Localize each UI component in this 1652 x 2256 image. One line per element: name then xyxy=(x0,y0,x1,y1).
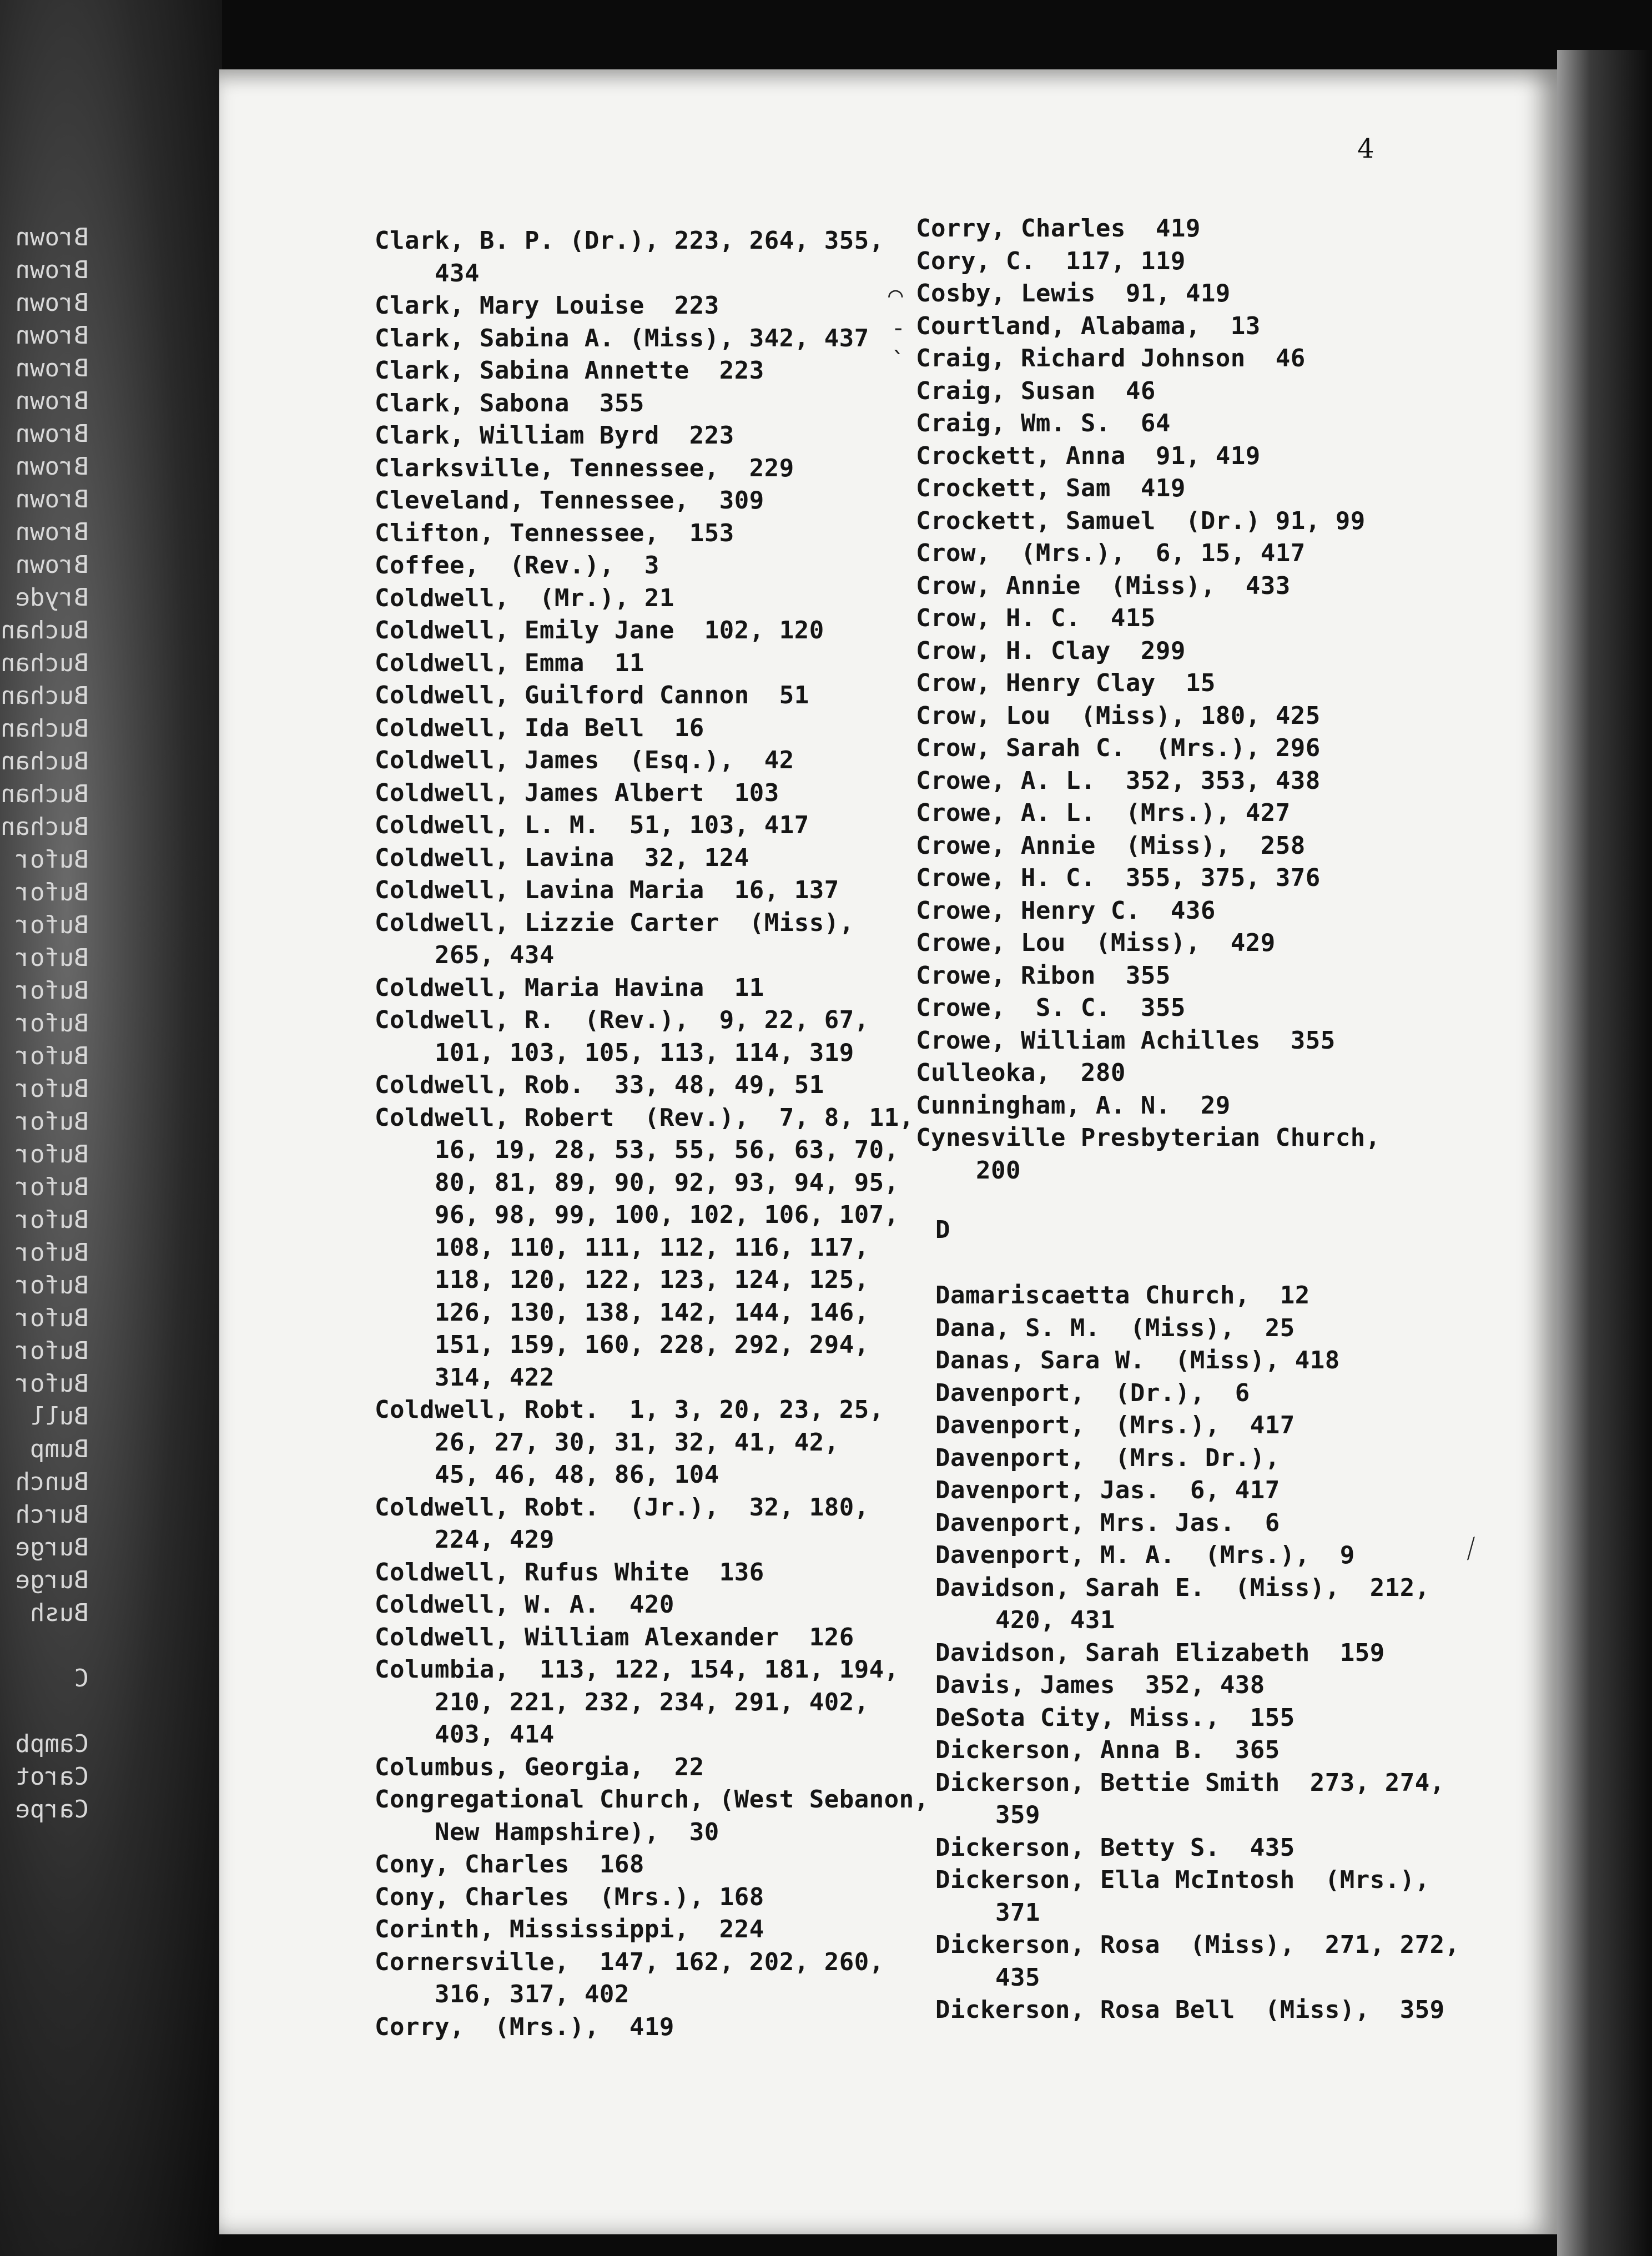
index-entry: Crowe, H. C. 355, 375, 376 xyxy=(916,864,1321,892)
page-number: 4 xyxy=(1357,133,1374,164)
adjacent-page-fragment: Bufor xyxy=(15,1206,89,1234)
index-entry: DeSota City, Miss., 155 xyxy=(935,1703,1295,1732)
adjacent-page-fragment: Bufor xyxy=(15,976,89,1005)
right-index-column xyxy=(916,213,1515,1187)
index-entry: Coldwell, Ida Bell 16 xyxy=(375,713,704,742)
adjacent-page-fragment: Carpe xyxy=(15,1795,89,1824)
margin-mark: ⌒ xyxy=(888,280,903,309)
margin-mark: ⟋ xyxy=(1457,1532,1485,1566)
index-entry: Clark, Sabina Annette 223 xyxy=(375,356,764,385)
right-index-column-d xyxy=(935,1280,1535,2027)
adjacent-page-fragment: Carot xyxy=(15,1762,89,1791)
index-entry: Davenport, (Mrs.), 417 xyxy=(935,1411,1295,1439)
adjacent-page-fragment: Bryde xyxy=(15,583,89,612)
index-entry: Crockett, Anna 91, 419 xyxy=(916,441,1261,470)
index-entry: Culleoka, 280 xyxy=(916,1059,1126,1087)
adjacent-page-fragment: Brown xyxy=(15,485,89,513)
page-edge-shadow xyxy=(1557,50,1652,2256)
index-entry: Coldwell, Rufus White 136 xyxy=(375,1558,764,1587)
index-entry: Coldwell, W. A. 420 xyxy=(375,1590,674,1619)
index-entry: 45, 46, 48, 86, 104 xyxy=(375,1461,719,1489)
index-entry: 224, 429 xyxy=(375,1525,555,1554)
index-entry: Crow, H. C. 415 xyxy=(916,604,1156,632)
index-entry: Corinth, Mississippi, 224 xyxy=(375,1915,764,1943)
index-entry: 126, 130, 138, 142, 144, 146, xyxy=(375,1298,869,1327)
adjacent-page-fragment: Brown xyxy=(15,223,89,251)
index-entry: Coldwell, Lavina Maria 16, 137 xyxy=(375,876,839,904)
index-entry: Coldwell, Lizzie Carter (Miss), xyxy=(375,908,854,937)
index-entry: 420, 431 xyxy=(935,1606,1115,1634)
index-entry: 26, 27, 30, 31, 32, 41, 42, xyxy=(375,1428,839,1457)
index-entry: 16, 19, 28, 53, 55, 56, 63, 70, xyxy=(375,1136,899,1164)
adjacent-page-fragment: Brown xyxy=(15,387,89,415)
index-entry: Cunningham, A. N. 29 xyxy=(916,1091,1231,1120)
index-entry: Crowe, William Achilles 355 xyxy=(916,1026,1336,1055)
index-entry: Davidson, Sarah E. (Miss), 212, xyxy=(935,1573,1430,1602)
adjacent-page-fragment: Bufor xyxy=(15,911,89,939)
index-entry: Davenport, (Dr.), 6 xyxy=(935,1378,1250,1407)
adjacent-page-fragment: Brown xyxy=(15,420,89,448)
adjacent-page-fragment: Bull xyxy=(30,1402,89,1431)
adjacent-page-fragment: Buchan xyxy=(1,649,89,677)
index-entry: Coldwell, Lavina 32, 124 xyxy=(375,843,749,872)
index-entry: Coldwell, Maria Havina 11 xyxy=(375,973,764,1002)
index-entry: Coldwell, R. (Rev.), 9, 22, 67, xyxy=(375,1006,869,1034)
index-entry: Clark, William Byrd 223 xyxy=(375,421,734,450)
adjacent-page-fragment: Burge xyxy=(15,1566,89,1594)
index-entry: Cory, C. 117, 119 xyxy=(916,246,1186,275)
adjacent-page-fragment: Buchan xyxy=(1,616,89,644)
index-entry: Coldwell, Robt. 1, 3, 20, 23, 25, xyxy=(375,1396,884,1424)
index-entry: Columbus, Georgia, 22 xyxy=(375,1753,704,1781)
adjacent-page-fragment: Bump xyxy=(30,1435,89,1463)
index-entry: 314, 422 xyxy=(375,1363,555,1392)
index-entry: Davis, James 352, 438 xyxy=(935,1671,1265,1699)
index-entry: Clarksville, Tennessee, 229 xyxy=(375,454,794,482)
index-entry: Coldwell, L. M. 51, 103, 417 xyxy=(375,811,809,839)
index-entry: Crowe, Annie (Miss), 258 xyxy=(916,831,1306,860)
adjacent-page-fragment: Bufor xyxy=(15,1337,89,1365)
index-entry: Cynesville Presbyterian Church, xyxy=(916,1124,1381,1152)
index-entry: Coldwell, Rob. 33, 48, 49, 51 xyxy=(375,1071,824,1099)
adjacent-page-fragment: Bufor xyxy=(15,878,89,907)
adjacent-page-fragment: Brown xyxy=(15,321,89,350)
adjacent-page-fragment: Bunch xyxy=(15,1468,89,1496)
index-entry: Crowe, Lou (Miss), 429 xyxy=(916,929,1276,957)
adjacent-page-fragment: Bufor xyxy=(15,1107,89,1136)
index-entry: Coldwell, James (Esq.), 42 xyxy=(375,746,794,774)
adjacent-page-fragment: Bufor xyxy=(15,1304,89,1332)
index-entry: 151, 159, 160, 228, 292, 294, xyxy=(375,1331,869,1359)
index-entry: Crowe, A. L. (Mrs.), 427 xyxy=(916,799,1291,827)
index-entry: 435 xyxy=(935,1963,1040,1992)
index-entry: 210, 221, 232, 234, 291, 402, xyxy=(375,1688,869,1716)
index-entry: Crow, H. Clay 299 xyxy=(916,636,1186,665)
index-entry: Clifton, Tennessee, 153 xyxy=(375,518,734,547)
index-entry: Crow, Annie (Miss), 433 xyxy=(916,571,1291,600)
index-entry: Clark, Sabona 355 xyxy=(375,389,644,417)
index-entry: Crockett, Sam 419 xyxy=(916,474,1186,502)
index-entry: Coldwell, Robt. (Jr.), 32, 180, xyxy=(375,1493,869,1522)
adjacent-page-fragment: Bufor xyxy=(15,1369,89,1398)
index-entry: Craig, Richard Johnson 46 xyxy=(916,344,1306,372)
index-entry: Cleveland, Tennessee, 309 xyxy=(375,486,764,515)
index-entry: Cony, Charles 168 xyxy=(375,1850,644,1879)
index-entry: Coffee, (Rev.), 3 xyxy=(375,551,659,580)
index-entry: Crow, (Mrs.), 6, 15, 417 xyxy=(916,539,1306,567)
index-entry: Coldwell, Guilford Cannon 51 xyxy=(375,681,809,709)
adjacent-page-fragment: Buchan xyxy=(1,747,89,776)
index-entry: Danas, Sara W. (Miss), 418 xyxy=(935,1346,1340,1374)
adjacent-page-fragment: Bufor xyxy=(15,1075,89,1103)
adjacent-page-fragment: Bufor xyxy=(15,845,89,874)
index-entry: 359 xyxy=(935,1801,1040,1829)
adjacent-page-fragment: Burge xyxy=(15,1533,89,1562)
adjacent-page-fragment: Buchan xyxy=(1,682,89,710)
index-entry: Dickerson, Rosa Bell (Miss), 359 xyxy=(935,1996,1445,2024)
adjacent-page-fragment: Brown xyxy=(15,354,89,382)
adjacent-page-fragment: Bush xyxy=(30,1599,89,1627)
index-entry: Crow, Lou (Miss), 180, 425 xyxy=(916,701,1321,730)
adjacent-page-fragment: Brown xyxy=(15,289,89,317)
index-entry: 200 xyxy=(916,1156,1021,1185)
index-entry: Corry, Charles 419 xyxy=(916,214,1201,243)
index-entry: 101, 103, 105, 113, 114, 319 xyxy=(375,1038,854,1067)
index-entry: Corry, (Mrs.), 419 xyxy=(375,2012,674,2041)
adjacent-page-fragment: Buchan xyxy=(1,714,89,743)
index-entry: Dickerson, Ella McIntosh (Mrs.), xyxy=(935,1866,1430,1894)
index-entry: Davenport, Mrs. Jas. 6 xyxy=(935,1508,1280,1537)
index-entry: Columbia, 113, 122, 154, 181, 194, xyxy=(375,1655,899,1684)
index-entry: Dickerson, Rosa (Miss), 271, 272, xyxy=(935,1931,1460,1959)
adjacent-page-fragment: Bufor xyxy=(15,1173,89,1201)
index-entry: Crowe, Ribon 355 xyxy=(916,961,1171,990)
index-entry: 316, 317, 402 xyxy=(375,1980,629,2008)
index-entry: 80, 81, 89, 90, 92, 93, 94, 95, xyxy=(375,1168,899,1197)
index-page xyxy=(219,69,1557,2234)
index-entry: Crow, Sarah C. (Mrs.), 296 xyxy=(916,734,1321,762)
index-entry: Coldwell, James Albert 103 xyxy=(375,778,779,807)
adjacent-page-fragment: Bufor xyxy=(15,944,89,972)
index-entry: 371 xyxy=(935,1898,1040,1927)
adjacent-page-fragment: Bufor xyxy=(15,1238,89,1267)
index-entry: 108, 110, 111, 112, 116, 117, xyxy=(375,1233,869,1262)
adjacent-page-fragment: Bufor xyxy=(15,1042,89,1070)
index-entry: Coldwell, Emily Jane 102, 120 xyxy=(375,616,824,644)
adjacent-page-fragment: C xyxy=(74,1664,89,1693)
index-entry: Cony, Charles (Mrs.), 168 xyxy=(375,1882,764,1911)
section-letter-heading: D xyxy=(935,1216,950,1244)
index-entry: Crow, Henry Clay 15 xyxy=(916,669,1216,697)
margin-mark: - xyxy=(891,314,906,342)
index-entry: Courtland, Alabama, 13 xyxy=(916,311,1261,340)
index-entry: Dana, S. M. (Miss), 25 xyxy=(935,1313,1295,1342)
index-entry: Dickerson, Betty S. 435 xyxy=(935,1833,1295,1862)
index-entry: Coldwell, (Mr.), 21 xyxy=(375,583,674,612)
index-entry: 434 xyxy=(375,259,480,288)
index-entry: Davidson, Sarah Elizabeth 159 xyxy=(935,1638,1385,1667)
adjacent-page-fragment: Brown xyxy=(15,518,89,546)
index-entry: Craig, Susan 46 xyxy=(916,376,1156,405)
adjacent-page-fragment: Bufor xyxy=(15,1271,89,1300)
index-entry: Cornersville, 147, 162, 202, 260, xyxy=(375,1947,884,1976)
index-entry: 403, 414 xyxy=(375,1720,555,1749)
index-entry: Clark, Sabina A. (Miss), 342, 437 xyxy=(375,324,869,352)
index-entry: Coldwell, Emma 11 xyxy=(375,648,644,677)
index-entry: Dickerson, Anna B. 365 xyxy=(935,1736,1280,1764)
index-entry: Congregational Church, (West Sebanon, xyxy=(375,1785,929,1814)
index-entry: Coldwell, Robert (Rev.), 7, 8, 11, xyxy=(375,1103,914,1132)
adjacent-page-fragment: Bufor xyxy=(15,1140,89,1169)
adjacent-page-fragment: Brown xyxy=(15,256,89,284)
adjacent-page-fragment: Buchan xyxy=(1,813,89,841)
index-entry: Crockett, Samuel (Dr.) 91, 99 xyxy=(916,506,1366,535)
adjacent-page-fragment: Brown xyxy=(15,452,89,481)
index-entry: Dickerson, Bettie Smith 273, 274, xyxy=(935,1768,1445,1797)
index-entry: 96, 98, 99, 100, 102, 106, 107, xyxy=(375,1201,899,1229)
index-entry: Davenport, Jas. 6, 417 xyxy=(935,1476,1280,1504)
index-entry: Crowe, S. C. 355 xyxy=(916,994,1186,1022)
index-entry: Damariscaetta Church, 12 xyxy=(935,1281,1310,1310)
adjacent-page-edge xyxy=(0,0,222,2256)
index-entry: Cosby, Lewis 91, 419 xyxy=(916,279,1231,308)
index-entry: 118, 120, 122, 123, 124, 125, xyxy=(375,1266,869,1294)
adjacent-page-fragment: Burch xyxy=(15,1500,89,1529)
margin-mark: ` xyxy=(891,347,906,375)
index-entry: Clark, Mary Louise 223 xyxy=(375,291,719,320)
adjacent-page-fragment: Bufor xyxy=(15,1009,89,1038)
index-entry: Coldwell, William Alexander 126 xyxy=(375,1623,854,1651)
index-entry: Crowe, Henry C. 436 xyxy=(916,896,1216,925)
adjacent-page-fragment: Buchan xyxy=(1,780,89,808)
index-entry: Davenport, M. A. (Mrs.), 9 xyxy=(935,1541,1355,1569)
adjacent-page-fragment: Campb xyxy=(15,1730,89,1758)
index-entry: 265, 434 xyxy=(375,941,555,969)
index-entry: Crowe, A. L. 352, 353, 438 xyxy=(916,766,1321,795)
index-entry: New Hampshire), 30 xyxy=(375,1817,719,1846)
index-entry: Craig, Wm. S. 64 xyxy=(916,409,1171,437)
index-entry: Clark, B. P. (Dr.), 223, 264, 355, xyxy=(375,226,884,255)
adjacent-page-fragment: Brown xyxy=(15,551,89,579)
index-entry: Davenport, (Mrs. Dr.), xyxy=(935,1443,1280,1472)
left-index-column xyxy=(375,225,1008,2043)
